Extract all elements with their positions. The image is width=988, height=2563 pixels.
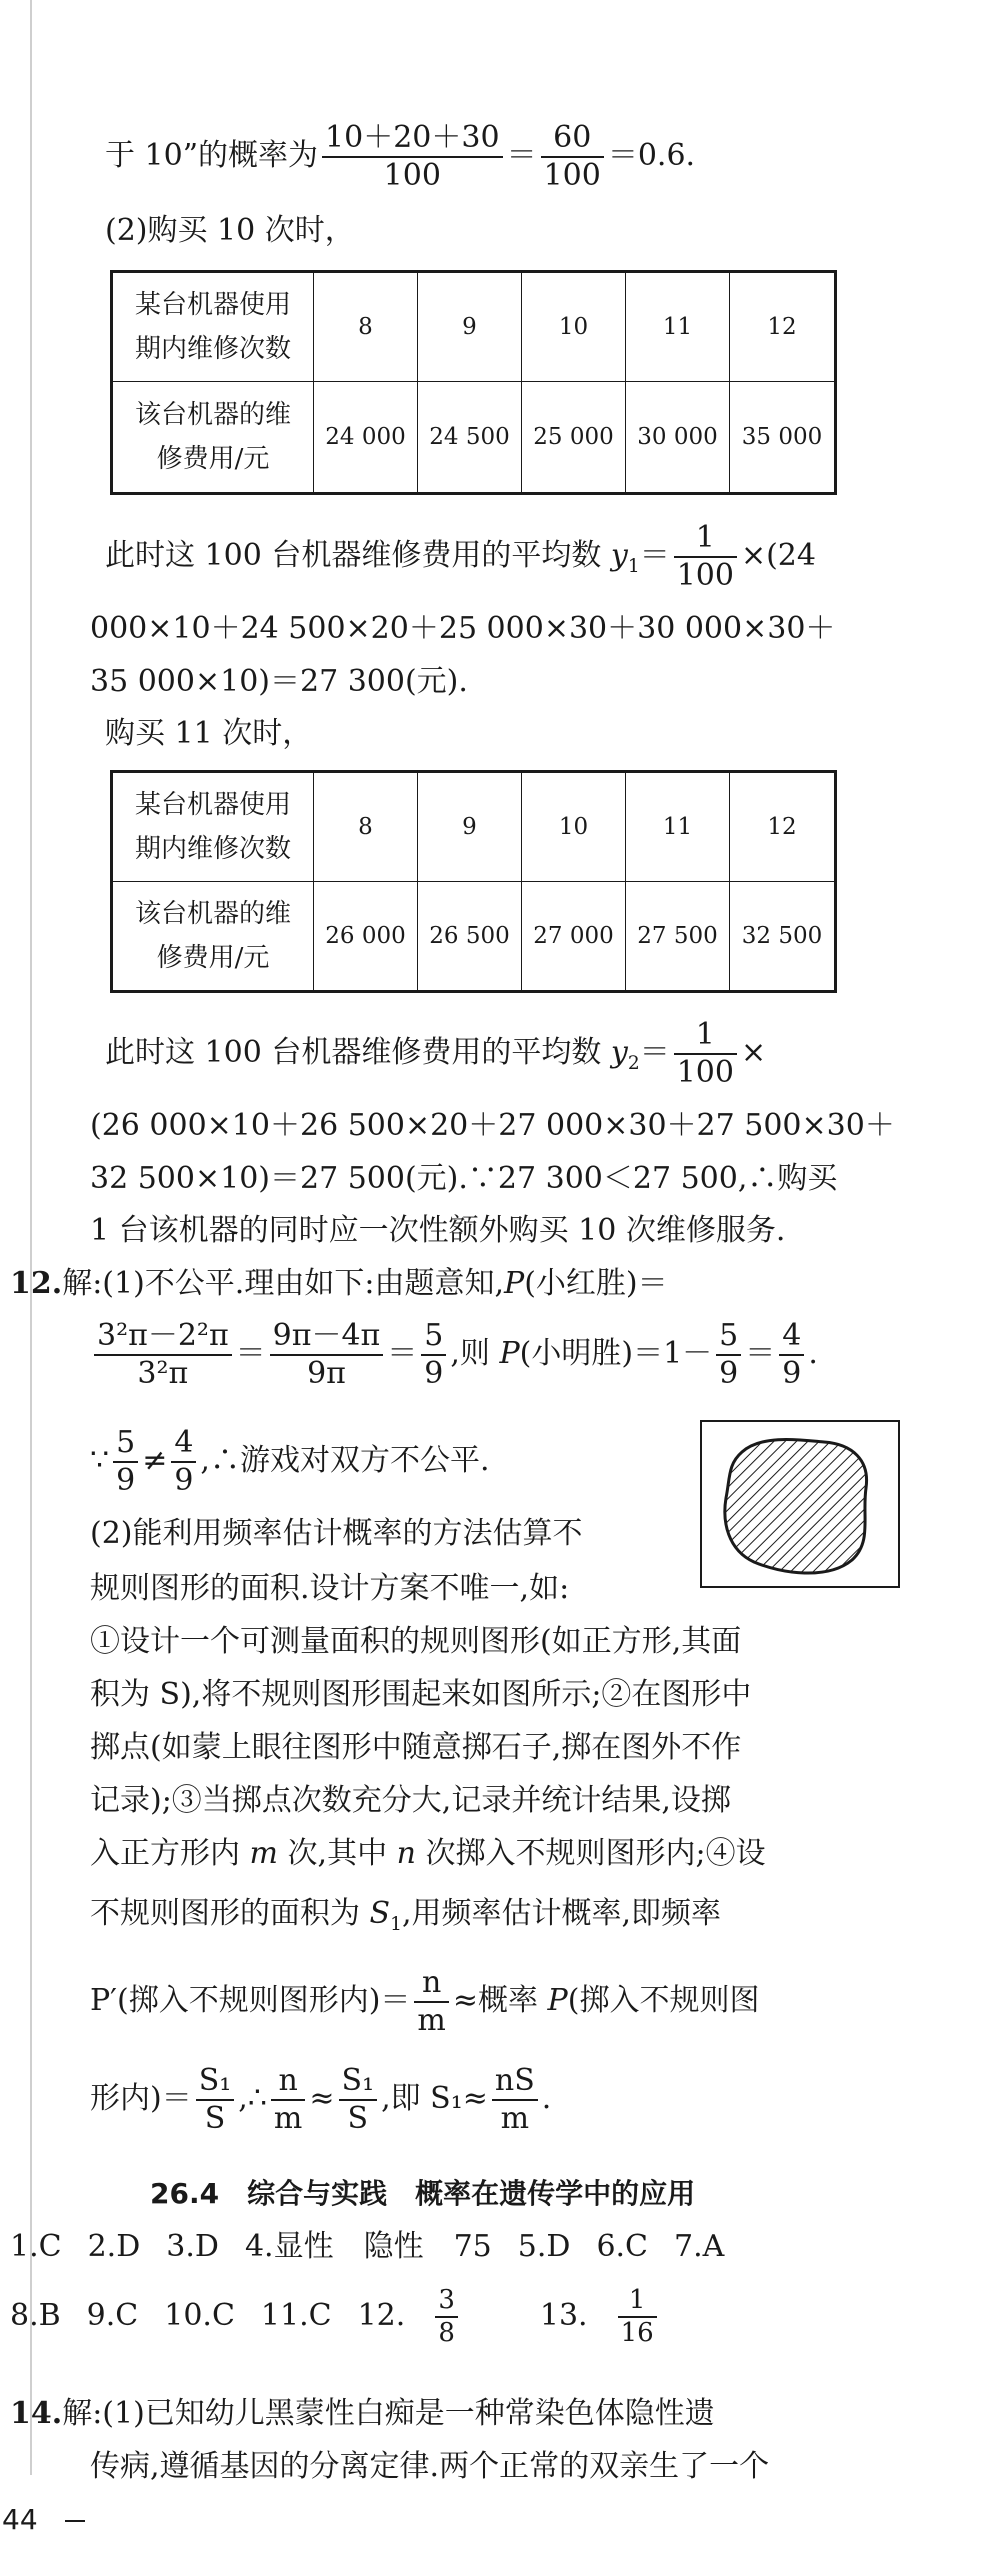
numerator: n: [271, 2063, 305, 2101]
text: ,则: [450, 1336, 490, 1371]
numerator: 4: [171, 1425, 196, 1463]
numerator: 1: [618, 2285, 657, 2318]
table-cell: 11: [626, 772, 730, 882]
fraction: [618, 2285, 683, 2349]
text: 解:(1)已知幼儿黑蒙性白痴是一种常染色体隐性遗: [62, 2396, 715, 2431]
denominator: 9: [424, 1356, 444, 1391]
text: 此时这 100 台机器维修费用的平均数: [105, 538, 602, 573]
numerator: 1: [674, 1017, 737, 1055]
text-line: (2)购买 10 次时，: [105, 213, 355, 248]
table-cell: 8: [314, 772, 418, 882]
text: 入正方形内: [90, 1836, 240, 1871]
variable: P: [547, 1983, 568, 2018]
fraction: [779, 1318, 804, 1392]
text: 此时这 100 台机器维修费用的平均数: [105, 1035, 602, 1070]
denominator: 9: [116, 1463, 136, 1498]
text: ,∴游戏对双方不公平.: [200, 1443, 490, 1478]
text: ,用频率估计概率,即频率: [401, 1896, 722, 1931]
header-line: 某台机器使用: [134, 789, 291, 820]
table-cell: 25 000: [522, 382, 626, 494]
text-line: 掷点(如蒙上眼往图形中随意掷石子,掷在图外不作: [90, 1730, 742, 1765]
denominator: 100: [543, 158, 601, 193]
header-line: 期内维修次数: [134, 334, 291, 364]
text: 次掷入不规则图形内;④设: [425, 1836, 766, 1871]
table-cell: 12: [730, 272, 836, 382]
text-line: [90, 1318, 818, 1392]
fraction: [492, 2063, 538, 2137]
answers-row: [10, 2285, 735, 2349]
answer: 7.A: [674, 2229, 725, 2264]
fraction: [113, 1425, 138, 1499]
text: (小明胜)＝1－: [519, 1336, 713, 1371]
text-line: [105, 1017, 766, 1091]
text-line: (2)能利用频率估计概率的方法估算不: [90, 1516, 583, 1551]
answer: [539, 2285, 709, 2349]
table-cell: 30 000: [626, 382, 730, 494]
text: ＝: [639, 538, 670, 573]
numerator: n: [414, 1965, 448, 2003]
fraction: [94, 1318, 232, 1392]
text: ×(24: [740, 538, 816, 573]
table-header-cell: [112, 772, 314, 882]
numerator: 5: [421, 1318, 446, 1356]
text-line: [10, 1265, 668, 1303]
numerator: S₁: [196, 2063, 235, 2101]
answer: 6.C: [596, 2229, 649, 2264]
numerator: S₁: [339, 2063, 378, 2101]
text: ＝0.6.: [607, 138, 696, 173]
text-line: 规则图形的面积.设计方案不唯一,如:: [90, 1571, 570, 1606]
answer-number: 13.: [539, 2298, 588, 2334]
answer: 1.C: [10, 2229, 62, 2264]
text: ∵: [90, 1443, 110, 1478]
text: ×: [740, 1035, 767, 1070]
fraction: [196, 2063, 235, 2137]
text-line: 1 台该机器的同时应一次性额外购买 10 次维修服务.: [90, 1213, 786, 1248]
text: ≈: [309, 2081, 335, 2116]
text-line: 于 10”的概率为 $\frac{10+20+30}{100}$ ＝ $\frac{60}{100}$ ＝0.6.: [105, 120, 696, 193]
variable: S: [369, 1896, 391, 1931]
header-line: 期内维修次数: [134, 834, 291, 864]
text: ＝: [639, 1035, 670, 1070]
answer: 4.显性 隐性 75: [244, 2229, 492, 2264]
denominator: m: [417, 2003, 446, 2038]
answer: 11.C: [260, 2298, 332, 2334]
answer: 3.D: [166, 2229, 219, 2264]
denominator: 100: [676, 1055, 734, 1090]
table-cell: 26 000: [314, 882, 418, 992]
fraction: [271, 2063, 305, 2137]
subscript: 1: [390, 1914, 402, 1935]
table-header-cell: [112, 272, 314, 382]
text-line: [10, 2395, 715, 2433]
answer: 5.D: [517, 2229, 571, 2264]
text-line: [90, 1425, 490, 1499]
numerator: 3: [435, 2285, 458, 2318]
subscript: 2: [627, 1053, 640, 1074]
denominator: 9: [782, 1356, 802, 1391]
table-cell: 24 000: [314, 382, 418, 494]
table-header-cell: [112, 382, 314, 494]
text-line: ①设计一个可测量面积的规则图形(如正方形,其面: [90, 1624, 742, 1659]
text-line: 32 500×10)＝27 500(元).∵27 300＜27 500,∴购买: [90, 1161, 838, 1196]
text: ≠: [142, 1443, 168, 1478]
text-line: [90, 1965, 759, 2039]
variable: m: [249, 1836, 278, 1871]
denominator: 8: [438, 2318, 455, 2349]
text-line: 35 000×10)＝27 300(元).: [90, 664, 468, 699]
answers-row: [10, 2228, 750, 2266]
text-line: 积为 S),将不规则图形围起来如图所示;②在图形中: [90, 1677, 752, 1712]
denominator: 100: [383, 158, 441, 193]
text-line: (26 000×10＋26 500×20＋27 000×30＋27 500×30＋: [90, 1108, 895, 1143]
repair-cost-table-10: [110, 270, 837, 495]
page-number-dash: [65, 2520, 85, 2522]
answer: [357, 2285, 510, 2349]
text: .: [808, 1336, 818, 1371]
table-cell: 24 500: [418, 382, 522, 494]
numerator: 3²π－2²π: [94, 1318, 232, 1356]
answer: 2.D: [87, 2229, 141, 2264]
question-number: 12.: [10, 1266, 63, 1301]
text-line: [90, 1835, 766, 1873]
text: ＝: [745, 1336, 776, 1371]
denominator: S: [347, 2101, 369, 2136]
text: (掷入不规则图: [567, 1983, 760, 2018]
numerator: 1: [674, 520, 737, 558]
text-line: 记录);③当掷点次数充分大,记录并统计结果,设掷: [90, 1783, 731, 1818]
table-cell: 9: [418, 272, 522, 382]
header-line: 修费用/元: [156, 444, 270, 474]
text: 于 10”的概率为: [105, 138, 319, 173]
table-cell: 10: [522, 272, 626, 382]
text: 形内)＝: [90, 2081, 192, 2116]
fraction: [541, 120, 604, 194]
numerator: 9π－4π: [270, 1318, 384, 1356]
numerator: 5: [113, 1425, 138, 1463]
numerator: 10＋20＋30: [322, 120, 503, 158]
text: P′(掷入不规则图形内)＝: [90, 1983, 411, 2018]
text-line: [90, 2063, 551, 2137]
fraction: [435, 2285, 484, 2349]
hatched-blob-icon: [702, 1422, 898, 1586]
table-cell: 10: [522, 772, 626, 882]
text-line: [90, 1895, 721, 1936]
table-cell: 35 000: [730, 382, 836, 494]
text: 不规则图形的面积为: [90, 1896, 360, 1931]
section-title: 26.4 综合与实践 概率在遗传学中的应用: [150, 2177, 696, 2210]
text: .: [541, 2081, 552, 2116]
denominator: 100: [676, 558, 734, 593]
text-line: 传病,遵循基因的分离定律.两个正常的双亲生了一个: [90, 2449, 770, 2484]
variable: P: [499, 1336, 520, 1371]
fraction: [421, 1318, 446, 1392]
variable: y: [610, 1035, 628, 1070]
header-line: 该台机器的维: [134, 399, 291, 430]
irregular-shape-figure: [700, 1420, 900, 1588]
text: ,∴: [238, 2081, 267, 2116]
text: (小红胜)＝: [524, 1266, 668, 1301]
answer: 8.B: [10, 2298, 61, 2334]
numerator: 5: [716, 1318, 741, 1356]
denominator: S: [204, 2101, 226, 2136]
text: ＝: [235, 1336, 266, 1371]
table-header-cell: [112, 882, 314, 992]
denominator: 16: [620, 2318, 654, 2349]
repair-cost-table-11: [110, 770, 837, 993]
numerator: 60: [541, 120, 604, 158]
margin-rule: [30, 0, 32, 2475]
numerator: nS: [492, 2063, 538, 2101]
header-line: 某台机器使用: [134, 289, 291, 320]
numerator: 4: [779, 1318, 804, 1356]
answer: 9.C: [86, 2298, 139, 2334]
denominator: 3²π: [137, 1356, 189, 1391]
denominator: 9: [719, 1356, 739, 1391]
page-number: 44: [2, 2503, 38, 2536]
fraction: [674, 1017, 737, 1091]
table-cell: 12: [730, 772, 836, 882]
text: 解:(1)不公平.理由如下:由题意知,: [62, 1266, 504, 1301]
table-cell: 8: [314, 272, 418, 382]
question-number: 14.: [10, 2396, 63, 2431]
header-line: 修费用/元: [156, 943, 270, 973]
denominator: 9π: [307, 1356, 346, 1391]
table-cell: 9: [418, 772, 522, 882]
fraction: [674, 520, 737, 594]
denominator: 9: [174, 1463, 194, 1498]
text: ,即 S₁≈: [381, 2081, 488, 2116]
fraction: [270, 1318, 384, 1392]
denominator: m: [273, 2101, 303, 2136]
fraction: [414, 1965, 448, 2039]
variable: n: [396, 1836, 416, 1871]
answer: 10.C: [164, 2298, 235, 2334]
answer-number: 12.: [357, 2298, 406, 2334]
table-cell: 32 500: [730, 882, 836, 992]
subscript: 1: [627, 556, 640, 577]
fraction: [716, 1318, 741, 1392]
table-cell: 27 000: [522, 882, 626, 992]
text-line: [105, 520, 816, 594]
text: ≈概率: [452, 1983, 538, 2018]
text: 次,其中: [287, 1836, 388, 1871]
fraction: [339, 2063, 378, 2137]
fraction: [171, 1425, 196, 1499]
header-line: 该台机器的维: [134, 898, 291, 929]
table-cell: 11: [626, 272, 730, 382]
table-cell: 27 500: [626, 882, 730, 992]
fraction: [322, 120, 503, 194]
text-line: 购买 11 次时，: [105, 716, 313, 751]
variable: y: [610, 538, 628, 573]
text-line: 000×10＋24 500×20＋25 000×30＋30 000×30＋: [90, 611, 836, 646]
variable: P: [504, 1266, 525, 1301]
denominator: m: [500, 2101, 530, 2136]
text: ＝: [387, 1336, 418, 1371]
table-cell: 26 500: [418, 882, 522, 992]
